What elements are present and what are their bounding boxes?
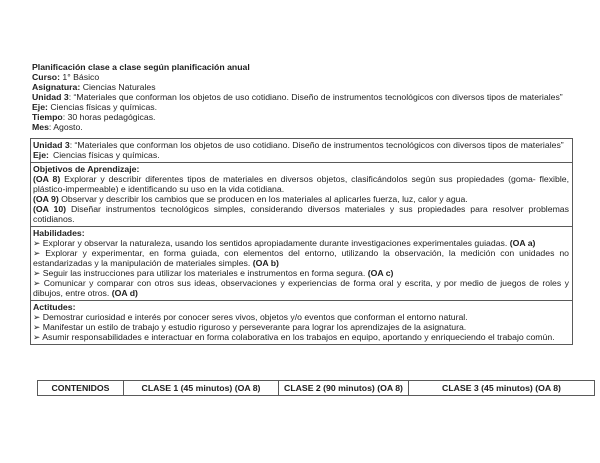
intro-line-curso xyxy=(32,72,573,82)
document-content xyxy=(32,62,573,345)
habilidad-item: ➢ Explorar y observar la naturaleza, usando los sentidos apropiadamente durante investigaciones experimentales guiadas. (OA a) xyxy=(33,238,536,248)
arrow-bullet-icon: ➢ xyxy=(33,248,41,258)
intro-line-eje xyxy=(32,102,573,112)
plan-unidad-text: Unidad 3: “Materiales que conforman los objetos de uso cotidiano. Diseño de instrumentos tecnológicos con diversos tipos de materiales” xyxy=(33,140,564,150)
asignatura-label: Asignatura: xyxy=(32,82,81,92)
intro-line-mes xyxy=(32,122,573,132)
arrow-bullet-icon: ➢ xyxy=(33,278,41,288)
oa-c-suffix: (OA c) xyxy=(367,268,394,278)
actitud-item: ➢ Manifestar un estilo de trabajo y estudio riguroso y perseverante para lograr los aprendizajes de la asignatura. xyxy=(33,322,467,332)
table-row-objetivos xyxy=(31,163,573,227)
tiempo-label: Tiempo xyxy=(32,112,63,122)
mes-label: Mes xyxy=(32,122,49,132)
arrow-bullet-icon: ➢ xyxy=(33,312,41,322)
eje-label: Eje: xyxy=(32,102,48,112)
oa-b-suffix: (OA b) xyxy=(252,258,279,268)
habilidad-item: ➢ Comunicar y comparar con otros sus ideas, observaciones y experiencias de forma oral y escrita, y por medio de juegos de roles y dibujos, entre otros. (OA d) xyxy=(33,278,569,298)
schedule-table xyxy=(37,380,595,396)
habilidades-heading: Habilidades: xyxy=(33,228,85,238)
oa9-prefix: (OA 9) xyxy=(33,194,59,204)
objetivo-item: (OA 10) Diseñar instrumentos tecnológicos simples, considerando diversos materiales y sus propiedades para resolver problemas cotidianos. xyxy=(33,204,569,224)
intro-line-asignatura xyxy=(32,82,573,92)
actitudes-heading: Actitudes: xyxy=(33,302,76,312)
plan-summary-table xyxy=(30,138,573,345)
curso-label: Curso: xyxy=(32,72,60,82)
habilidad-item: ➢ Seguir las instrucciones para utilizar los materiales e instrumentos en forma segura. (OA c) xyxy=(33,268,394,278)
table-row-actitudes xyxy=(31,301,573,345)
header-clase-3: CLASE 3 (45 minutos) (OA 8) xyxy=(409,381,595,396)
table-row-habilidades xyxy=(31,227,573,301)
unidad-value: : “Materiales que conforman los objetos de uso cotidiano. Diseño de instrumentos tecnológicos con diversos tipos de materiales” xyxy=(68,92,563,102)
oa8-prefix: (OA 8) xyxy=(33,174,61,184)
document-title: Planificación clase a clase según planificación anual xyxy=(32,62,250,72)
curso-value: 1° Básico xyxy=(60,72,100,82)
objetivo-item: (OA 8) Explorar y describir diferentes tipos de materiales en diversos objetos, clasificándolos según sus propiedades (goma- flexible, plástico-impermeable) e identificando su uso en la vida cotidiana. xyxy=(33,174,569,194)
plan-eje-label: Eje: xyxy=(33,150,49,160)
objetivos-heading: Objetivos de Aprendizaje: xyxy=(33,164,140,174)
intro-line-tiempo xyxy=(32,112,573,122)
oa-a-suffix: (OA a) xyxy=(509,238,536,248)
unidad-label: Unidad 3 xyxy=(32,92,69,102)
habilidad-item: ➢ Explorar y experimentar, en forma guiada, con elementos del entorno, utilizando la observación, la medición con unidades no estandarizadas y la manipulación de materiales simples. (OA b) xyxy=(33,248,569,268)
arrow-bullet-icon: ➢ xyxy=(33,322,41,332)
oa-d-suffix: (OA d) xyxy=(111,288,138,298)
objetivo-item: (OA 9) Observar y describir los cambios que se producen en los materiales al aplicarles fuerza, luz, calor y agua. xyxy=(33,194,468,204)
header-clase-1: CLASE 1 (45 minutos) (OA 8) xyxy=(124,381,279,396)
arrow-bullet-icon: ➢ xyxy=(33,332,41,342)
schedule-header-row xyxy=(38,381,595,396)
arrow-bullet-icon: ➢ xyxy=(33,238,41,248)
asignatura-value: Ciencias Naturales xyxy=(80,82,156,92)
arrow-bullet-icon: ➢ xyxy=(33,268,41,278)
header-clase-2: CLASE 2 (90 minutos) (OA 8) xyxy=(279,381,409,396)
actitud-item: ➢ Asumir responsabilidades e interactuar en forma colaborativa en los trabajos en equipo, aportando y enriqueciendo el trabajo común. xyxy=(33,332,555,342)
tiempo-value: : 30 horas pedagógicas. xyxy=(62,112,156,122)
actitud-item: ➢ Demostrar curiosidad e interés por conocer seres vivos, objetos y/o eventos que conforman el entorno natural. xyxy=(33,312,468,322)
table-row-unidad xyxy=(31,139,573,163)
plan-unidad-label: Unidad 3 xyxy=(33,140,70,150)
intro-line-unidad xyxy=(32,92,573,102)
mes-value: : Agosto. xyxy=(48,122,83,132)
eje-value: Ciencias físicas y químicas. xyxy=(47,102,158,112)
header-contenidos: CONTENIDOS xyxy=(38,381,124,396)
plan-eje-text: Eje: Ciencias físicas y químicas. xyxy=(33,150,160,160)
oa10-prefix: (OA 10) xyxy=(33,204,67,214)
